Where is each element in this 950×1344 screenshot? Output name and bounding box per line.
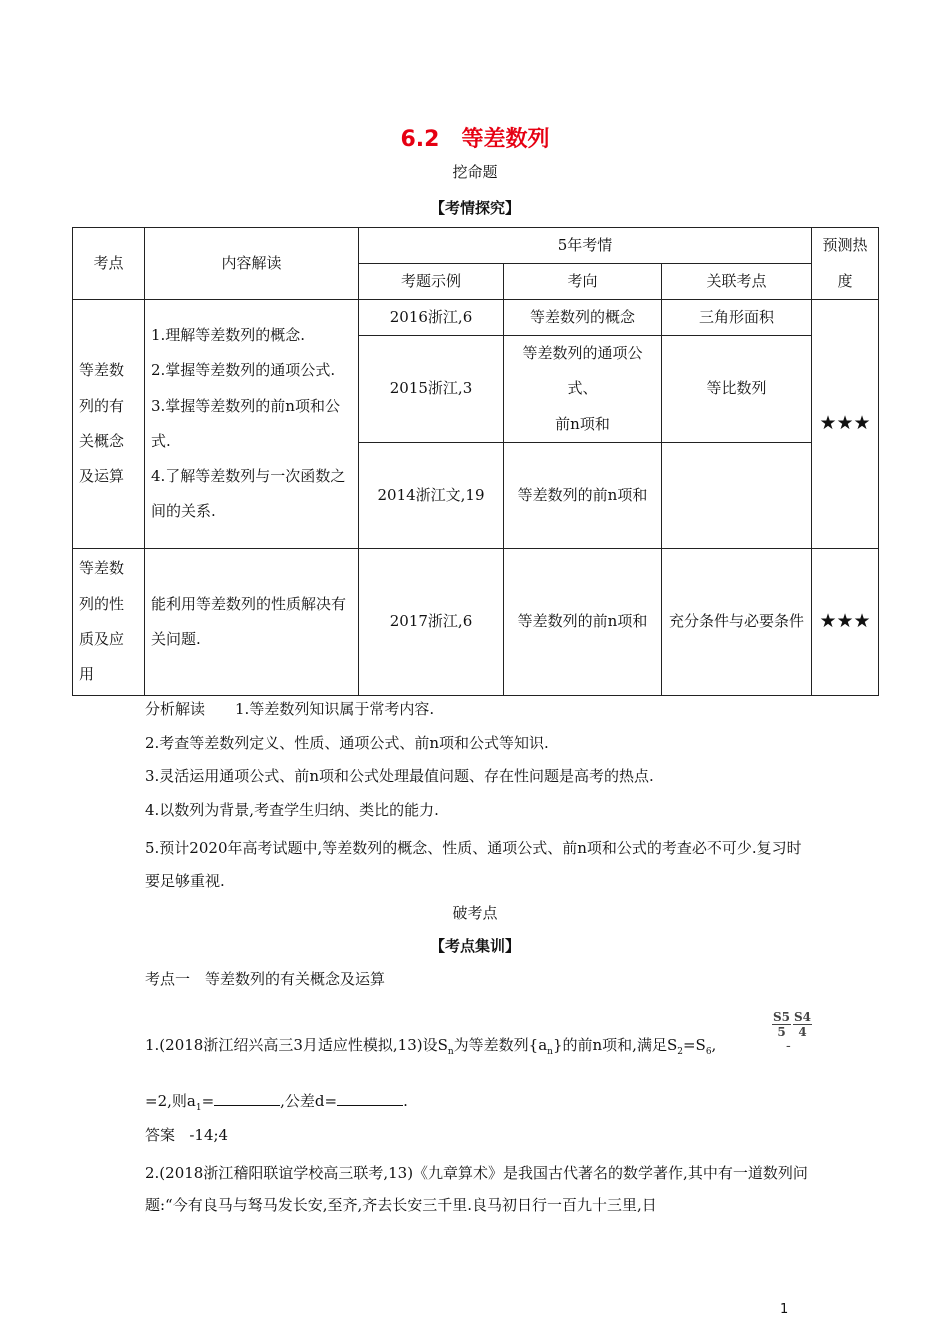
- kaodian-cell: 等差数列的有关概念及运算: [73, 300, 145, 549]
- numerator: S5: [773, 1010, 791, 1024]
- subscript: 2: [677, 1047, 683, 1057]
- analysis-line: [145, 698, 810, 721]
- kaoxiang-cell: [504, 336, 662, 443]
- kaoxiang-cell: 等差数列的概念: [504, 300, 662, 336]
- kaodian-cell: 等差数列的性质及应用: [73, 548, 145, 695]
- kaoxiang-cell: 等差数列的前n项和: [504, 442, 662, 548]
- q1-text: 为等差数列{a: [453, 1036, 548, 1054]
- neirong-cell: [145, 300, 359, 549]
- header-kaodian: 考点: [73, 228, 145, 300]
- q1-text: =S: [682, 1036, 706, 1054]
- q1-text: ,: [711, 1036, 717, 1054]
- section-heading-kaoqing: 【考情探究】: [429, 199, 520, 217]
- fraction-formula: [772, 1010, 814, 1039]
- header-guanlian: 关联考点: [662, 264, 812, 300]
- q1-text: }的前n项和,满足S: [552, 1036, 678, 1054]
- section-heading-pokaodian: 破考点: [452, 904, 498, 922]
- header-5nian: 5年考情: [359, 228, 812, 264]
- analysis-line: 5.预计2020年高考试题中,等差数列的概念、性质、通项公式、前n项和公式的考查必不可少.复习时要足够重视.: [145, 839, 802, 890]
- question-1-line2: [145, 1090, 408, 1113]
- kaodian-title: 考点一 等差数列的有关概念及运算: [145, 970, 386, 988]
- page-number: 1: [780, 1302, 789, 1317]
- q1-text: =2,则a: [145, 1092, 196, 1110]
- answer-value: -14;4: [189, 1126, 229, 1144]
- subscript: 1: [195, 1103, 202, 1113]
- subscript: n: [447, 1047, 454, 1057]
- header-yuce: 预测热度: [812, 228, 879, 300]
- question-2: 2.(2018浙江稽阳联谊学校高三联考,13)《九章算术》是我国古代著名的数学著作,其中有一道数列问题:“今有良马与驽马发长安,至齐,齐去长安三千里.良马初日行一百九十三里,日: [145, 1164, 808, 1215]
- denominator: 4: [798, 1025, 807, 1039]
- header-shili: 考题示例: [359, 264, 504, 300]
- neirong-line: 3.掌握等差数列的前n项和公式.: [151, 396, 340, 450]
- subtitle: 挖命题: [452, 163, 498, 181]
- section-heading-kaodianjixun: 【考点集训】: [429, 937, 520, 955]
- answer-label: 答案: [145, 1126, 176, 1144]
- subscript: n: [547, 1047, 553, 1057]
- table-row: [73, 300, 879, 336]
- fraction-s4-over-4: [793, 1010, 812, 1039]
- header-kaoxiang: 考向: [504, 264, 662, 300]
- fraction-s5-over-5: [772, 1010, 791, 1039]
- shili-cell: 2016浙江,6: [359, 300, 504, 336]
- analysis-line: 4.以数列为背景,考查学生归纳、类比的能力.: [145, 800, 439, 819]
- numerator: S4: [794, 1010, 812, 1024]
- answer-blank-a1[interactable]: [214, 1091, 280, 1106]
- table-row: [73, 548, 879, 695]
- neirong-line: 2.掌握等差数列的通项公式.: [151, 361, 336, 380]
- header-neirong: 内容解读: [145, 228, 359, 300]
- shili-cell: 2015浙江,3: [359, 336, 504, 443]
- analysis-block: [145, 698, 810, 909]
- shili-cell: 2014浙江文,19: [359, 442, 504, 548]
- guanlian-cell: [662, 442, 812, 548]
- table-header-row: [73, 228, 879, 264]
- q1-text: .: [403, 1092, 408, 1110]
- neirong-line: 4.了解等差数列与一次函数之间的关系.: [151, 467, 346, 521]
- analysis-line: 2.考查等差数列定义、性质、通项公式、前n项和公式等知识.: [145, 733, 549, 752]
- guanlian-cell: 充分条件与必要条件: [662, 548, 812, 695]
- answer-blank-d[interactable]: [337, 1091, 403, 1106]
- q1-text: ,公差d=: [280, 1092, 338, 1110]
- question-1-line1: [145, 1034, 716, 1057]
- subscript: 6: [705, 1047, 712, 1057]
- page-title: 6.2 等差数列: [400, 127, 550, 152]
- yuce-stars: ★★★: [812, 548, 879, 695]
- denominator: 5: [777, 1025, 786, 1039]
- analysis-label: 分析解读: [145, 700, 206, 718]
- kaoxiang-cell: 等差数列的前n项和: [504, 548, 662, 695]
- answer-line: [145, 1124, 228, 1145]
- neirong-line: 1.理解等差数列的概念.: [151, 326, 306, 345]
- analysis-line: 3.灵活运用通项公式、前n项和公式处理最值问题、存在性问题是高考的热点.: [145, 767, 654, 785]
- exam-analysis-table: [72, 227, 879, 696]
- q1-text: 1.(2018浙江绍兴高三3月适应性模拟,13)设S: [145, 1036, 448, 1054]
- q1-text: =: [201, 1092, 215, 1110]
- fraction-minus: -: [786, 1038, 791, 1054]
- shili-cell: 2017浙江,6: [359, 548, 504, 695]
- guanlian-cell: 三角形面积: [662, 300, 812, 336]
- kaoxiang-line: 前n项和: [555, 414, 610, 433]
- analysis-text: 1.等差数列知识属于常考内容.: [235, 700, 435, 718]
- kaoxiang-line: 等差数列的通项公式、: [522, 344, 643, 398]
- guanlian-cell: 等比数列: [662, 336, 812, 443]
- neirong-cell: 能利用等差数列的性质解决有关问题.: [145, 548, 359, 695]
- yuce-stars: ★★★: [812, 300, 879, 549]
